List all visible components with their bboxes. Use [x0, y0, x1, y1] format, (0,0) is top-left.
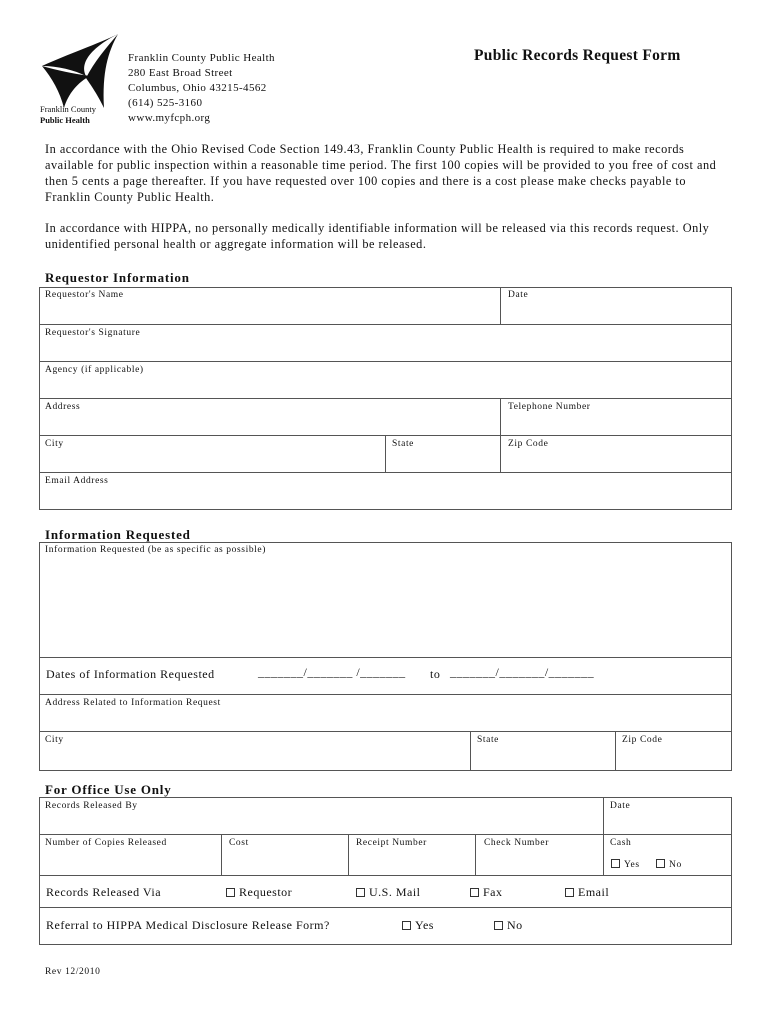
- cash-label: Cash: [610, 838, 632, 848]
- related-address-field[interactable]: [39, 694, 732, 732]
- information-section-heading: Information Requested: [45, 527, 191, 542]
- referral-yes-label: Yes: [415, 918, 434, 932]
- cash-no-label: No: [669, 860, 682, 870]
- via-fax-label: Fax: [483, 885, 503, 899]
- information-requested-label: Information Requested (be as specific as possible): [45, 545, 266, 555]
- cash-no-checkbox[interactable]: [656, 859, 665, 868]
- cash-yes-option[interactable]: [611, 859, 640, 870]
- released-by-label: Records Released By: [45, 801, 138, 811]
- referral-no-checkbox[interactable]: [494, 921, 503, 930]
- via-mail-option[interactable]: [356, 885, 421, 900]
- zip-label: Zip Code: [508, 439, 549, 449]
- logo-text-line-1: Franklin County: [40, 104, 96, 114]
- revision-footer: Rev 12/2010: [45, 967, 101, 977]
- via-email-option[interactable]: [565, 885, 609, 900]
- org-website: www.myfcph.org: [128, 112, 211, 124]
- cash-field: [603, 834, 732, 876]
- office-section-heading: For Office Use Only: [45, 782, 172, 797]
- related-state-label: State: [477, 735, 499, 745]
- city-field[interactable]: [39, 435, 386, 473]
- org-phone: (614) 525-3160: [128, 97, 203, 109]
- requestor-name-label: Requestor's Name: [45, 290, 124, 300]
- related-zip-field[interactable]: [615, 731, 732, 771]
- released-by-field[interactable]: [39, 797, 604, 835]
- intro-paragraph-1: In accordance with the Ohio Revised Code Section 149.43, Franklin County Public Health is required to make records available for public inspection within a reasonable time period. The first 100 copies will be provided to you free of cost and then 5 cents a page thereafter. If you have requested over 100 copies and there is a cost please make checks payable to Franklin County Public Health.: [45, 142, 717, 204]
- office-date-label: Date: [610, 801, 631, 811]
- agency-field[interactable]: [39, 361, 732, 399]
- copies-released-label: Number of Copies Released: [45, 838, 167, 848]
- intro-paragraph-2: In accordance with HIPPA, no personally medically identifiable information will be released via this records request. Only unidentified personal health or aggregate information will be released.: [45, 221, 710, 251]
- city-label: City: [45, 439, 64, 449]
- requestor-signature-field[interactable]: [39, 324, 732, 362]
- state-label: State: [392, 439, 414, 449]
- dates-requested-label: Dates of Information Requested: [46, 667, 215, 681]
- dates-end-blank[interactable]: _______/_______/_______: [450, 665, 595, 679]
- cost-field[interactable]: [221, 834, 349, 876]
- released-via-label: Records Released Via: [46, 885, 162, 899]
- referral-no-label: No: [507, 918, 523, 932]
- information-requested-field[interactable]: [39, 542, 732, 658]
- address-label: Address: [45, 402, 81, 412]
- zip-field[interactable]: [500, 435, 732, 473]
- cash-no-option[interactable]: [656, 859, 682, 870]
- requestor-signature-label: Requestor's Signature: [45, 328, 141, 338]
- telephone-field[interactable]: [500, 398, 732, 436]
- dates-to-label: to: [430, 667, 441, 681]
- via-email-checkbox[interactable]: [565, 888, 574, 897]
- requestor-date-field[interactable]: [500, 287, 732, 325]
- org-address-block: [128, 51, 275, 126]
- via-fax-option[interactable]: [470, 885, 503, 900]
- address-field[interactable]: [39, 398, 501, 436]
- related-city-field[interactable]: [39, 731, 471, 771]
- org-address-1: 280 East Broad Street: [128, 67, 233, 79]
- state-field[interactable]: [385, 435, 501, 473]
- form-title: Public Records Request Form: [474, 47, 681, 64]
- related-zip-label: Zip Code: [622, 735, 663, 745]
- requestor-date-label: Date: [508, 290, 529, 300]
- agency-label: Agency (if applicable): [45, 365, 144, 375]
- related-state-field[interactable]: [470, 731, 616, 771]
- related-address-label: Address Related to Information Request: [45, 698, 221, 708]
- office-date-field[interactable]: [603, 797, 732, 835]
- referral-row: [39, 907, 732, 945]
- via-fax-checkbox[interactable]: [470, 888, 479, 897]
- via-email-label: Email: [578, 885, 610, 899]
- referral-yes-option[interactable]: [402, 918, 434, 933]
- copies-released-field[interactable]: [39, 834, 222, 876]
- via-mail-label: U.S. Mail: [369, 885, 421, 899]
- released-via-row: [39, 875, 732, 908]
- referral-yes-checkbox[interactable]: [402, 921, 411, 930]
- check-number-label: Check Number: [484, 838, 549, 848]
- email-label: Email Address: [45, 476, 109, 486]
- via-requestor-checkbox[interactable]: [226, 888, 235, 897]
- receipt-number-label: Receipt Number: [356, 838, 427, 848]
- telephone-label: Telephone Number: [508, 402, 591, 412]
- referral-no-option[interactable]: [494, 918, 523, 933]
- requestor-section-heading: Requestor Information: [45, 270, 190, 285]
- check-number-field[interactable]: [475, 834, 604, 876]
- logo-text-line-2: Public Health: [40, 115, 90, 125]
- via-requestor-option[interactable]: [226, 885, 292, 900]
- cash-yes-checkbox[interactable]: [611, 859, 620, 868]
- requestor-name-field[interactable]: [39, 287, 501, 325]
- cost-label: Cost: [229, 838, 249, 848]
- receipt-number-field[interactable]: [348, 834, 476, 876]
- email-field[interactable]: [39, 472, 732, 510]
- org-address-2: Columbus, Ohio 43215-4562: [128, 82, 267, 94]
- dates-start-blank[interactable]: _______/_______ /_______: [258, 665, 406, 679]
- franklin-county-logo: [38, 32, 124, 110]
- via-requestor-label: Requestor: [239, 885, 293, 899]
- dates-requested-row: [39, 657, 732, 695]
- via-mail-checkbox[interactable]: [356, 888, 365, 897]
- cash-yes-label: Yes: [624, 860, 640, 870]
- org-name: Franklin County Public Health: [128, 52, 275, 64]
- related-city-label: City: [45, 735, 64, 745]
- referral-label: Referral to HIPPA Medical Disclosure Release Form?: [46, 918, 330, 932]
